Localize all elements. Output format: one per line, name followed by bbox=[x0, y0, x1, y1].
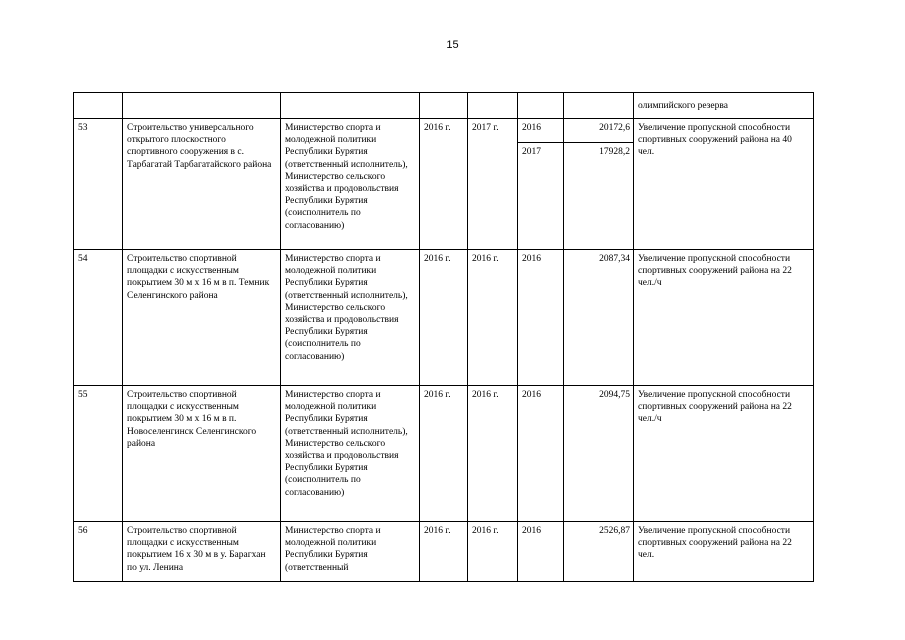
cell-name bbox=[123, 93, 281, 119]
table-row bbox=[74, 119, 814, 143]
cell-year: 2016 bbox=[518, 119, 564, 143]
cell-result: олимпийского резерва bbox=[634, 93, 814, 119]
cell-name: Строительство универсального открытого плоскостного спортивного сооружения в с. Тарбагатай Тарбагатайского района bbox=[123, 119, 281, 250]
measures-table bbox=[73, 92, 814, 582]
cell-executor: Министерство спорта и молодежной политики Республики Бурятия (ответственный исполнитель), Министерство сельского хозяйства и продовольствия Республики Бурятия (соисполнитель по согласованию) bbox=[281, 386, 420, 522]
cell-amount: 17928,2 bbox=[564, 143, 634, 250]
table-row bbox=[74, 250, 814, 386]
cell-no: 53 bbox=[74, 119, 123, 250]
cell-year: 2016 bbox=[518, 386, 564, 522]
cell-executor: Министерство спорта и молодежной политики Республики Бурятия (ответственный bbox=[281, 522, 420, 582]
cell-result: Увеличение пропускной способности спортивных сооружений района на 22 чел. bbox=[634, 522, 814, 582]
cell-executor bbox=[281, 93, 420, 119]
cell-result: Увеличение пропускной способности спортивных сооружений района на 22 чел./ч bbox=[634, 386, 814, 522]
cell-end: 2017 г. bbox=[468, 119, 518, 250]
cell-amount bbox=[564, 93, 634, 119]
cell-amount: 2526,87 bbox=[564, 522, 634, 582]
cell-start: 2016 г. bbox=[420, 250, 468, 386]
cell-year: 2016 bbox=[518, 522, 564, 582]
cell-year: 2016 bbox=[518, 250, 564, 386]
cell-name: Строительство спортивной площадки с искусственным покрытием 30 м х 16 м в п. Темник Селенгинского района bbox=[123, 250, 281, 386]
cell-result: Увеличение пропускной способности спортивных сооружений района на 22 чел./ч bbox=[634, 250, 814, 386]
cell-end bbox=[468, 93, 518, 119]
cell-year: 2017 bbox=[518, 143, 564, 250]
cell-start: 2016 г. bbox=[420, 386, 468, 522]
cell-amount: 20172,6 bbox=[564, 119, 634, 143]
cell-executor: Министерство спорта и молодежной политики Республики Бурятия (ответственный исполнитель), Министерство сельского хозяйства и продовольствия Республики Бурятия (соисполнитель по согласованию) bbox=[281, 250, 420, 386]
page-number: 15 bbox=[446, 39, 459, 51]
cell-amount: 2087,34 bbox=[564, 250, 634, 386]
cell-name: Строительство спортивной площадки с искусственным покрытием 16 х 30 м в у. Барагхан по ул. Ленина bbox=[123, 522, 281, 582]
table-row bbox=[74, 386, 814, 522]
cell-no: 56 bbox=[74, 522, 123, 582]
cell-amount: 2094,75 bbox=[564, 386, 634, 522]
cell-executor: Министерство спорта и молодежной политики Республики Бурятия (ответственный исполнитель), Министерство сельского хозяйства и продовольствия Республики Бурятия (соисполнитель по согласованию) bbox=[281, 119, 420, 250]
cell-no: 55 bbox=[74, 386, 123, 522]
cell-name: Строительство спортивной площадки с искусственным покрытием 30 м х 16 м в п. Новоселенгинск Селенгинского района bbox=[123, 386, 281, 522]
table-row-continued bbox=[74, 93, 814, 119]
cell-no: 54 bbox=[74, 250, 123, 386]
cell-end: 2016 г. bbox=[468, 250, 518, 386]
cell-start: 2016 г. bbox=[420, 119, 468, 250]
cell-start: 2016 г. bbox=[420, 522, 468, 582]
cell-result: Увеличение пропускной способности спортивных сооружений района на 40 чел. bbox=[634, 119, 814, 250]
cell-end: 2016 г. bbox=[468, 386, 518, 522]
cell-end: 2016 г. bbox=[468, 522, 518, 582]
cell-year bbox=[518, 93, 564, 119]
table-row bbox=[74, 522, 814, 582]
cell-no bbox=[74, 93, 123, 119]
cell-start bbox=[420, 93, 468, 119]
